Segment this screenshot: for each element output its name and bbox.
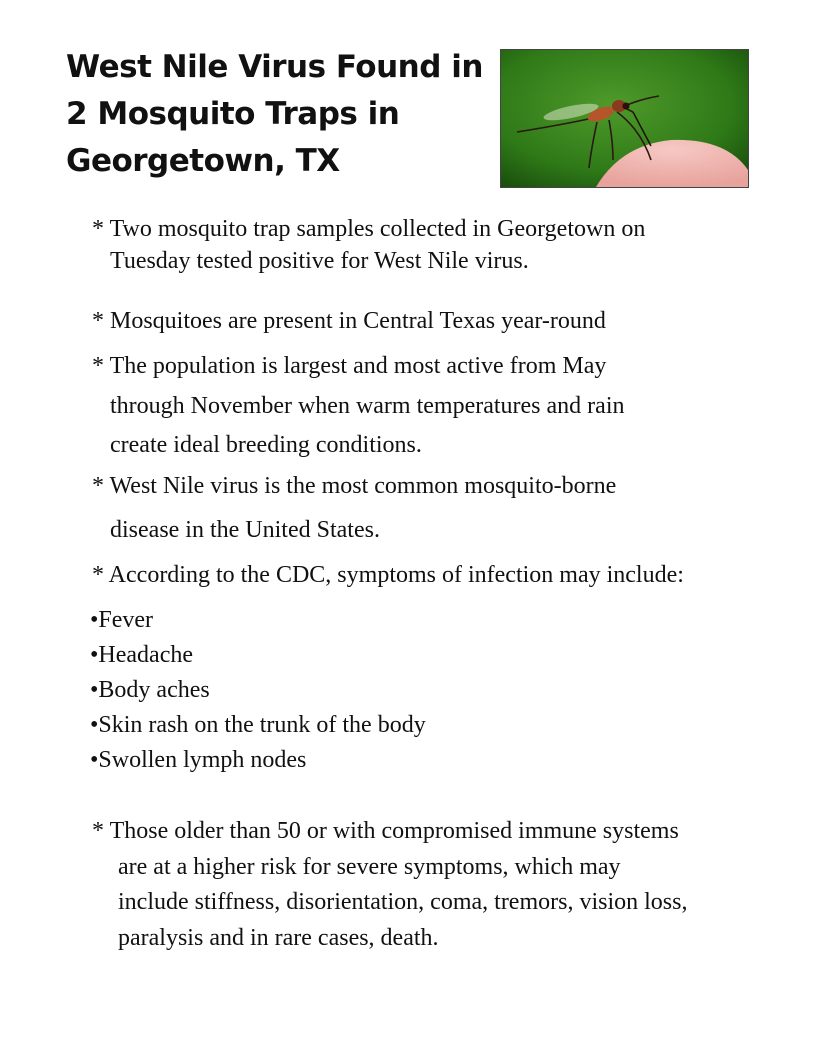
fact-1-line: * Two mosquito trap samples collected in Georgetown on bbox=[92, 216, 646, 242]
fact-4-line: * West Nile virus is the most common mosquito-borne bbox=[92, 473, 617, 499]
fact-2-line: * Mosquitoes are present in Central Texas year-round bbox=[92, 308, 606, 334]
risk-line: paralysis and in rare cases, death. bbox=[118, 925, 439, 951]
fact-3-line: create ideal breeding conditions. bbox=[110, 432, 422, 458]
fact-4-line: disease in the United States. bbox=[110, 517, 380, 543]
symptom-item: •Skin rash on the trunk of the body bbox=[90, 712, 426, 738]
symptom-item: •Body aches bbox=[90, 677, 210, 703]
risk-line: include stiffness, disorientation, coma, tremors, vision loss, bbox=[118, 889, 688, 915]
fact-3-line: through November when warm temperatures and rain bbox=[110, 393, 625, 419]
title-line-1: West Nile Virus Found in bbox=[66, 49, 483, 85]
fact-1-line: Tuesday tested positive for West Nile virus. bbox=[110, 248, 529, 274]
title-line-3: Georgetown, TX bbox=[66, 143, 340, 179]
mosquito-image bbox=[501, 50, 748, 187]
fact-3-line: * The population is largest and most active from May bbox=[92, 353, 607, 379]
mosquito-photo bbox=[500, 49, 749, 188]
risk-line: * Those older than 50 or with compromised immune systems bbox=[92, 818, 679, 844]
symptom-item: •Fever bbox=[90, 607, 154, 633]
risk-line: are at a higher risk for severe symptoms, which may bbox=[118, 854, 621, 880]
title-line-2: 2 Mosquito Traps in bbox=[66, 96, 400, 132]
fact-5-line: * According to the CDC, symptoms of infection may include: bbox=[92, 562, 684, 588]
symptom-item: •Headache bbox=[90, 642, 193, 668]
symptom-item: •Swollen lymph nodes bbox=[90, 747, 307, 773]
page-title bbox=[66, 44, 486, 185]
